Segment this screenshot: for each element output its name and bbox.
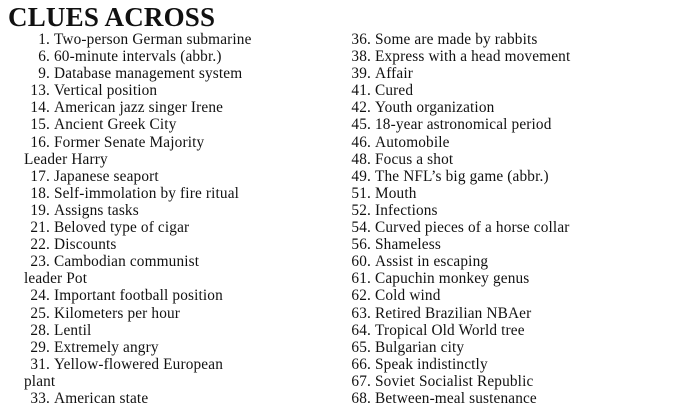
clue-item bbox=[343, 219, 671, 236]
clue-item bbox=[343, 168, 671, 185]
clue-number: 63. bbox=[351, 304, 371, 322]
clue-item bbox=[343, 270, 671, 287]
clue-item bbox=[343, 31, 671, 48]
clue-number: 62. bbox=[351, 287, 371, 305]
clue-number: 16. bbox=[30, 133, 50, 151]
clue-number: 28. bbox=[30, 321, 50, 339]
clue-text: Retired Brazilian NBAer bbox=[375, 304, 532, 322]
clue-number: 46. bbox=[351, 133, 371, 151]
clue-number: 22. bbox=[30, 236, 50, 254]
clue-item bbox=[343, 99, 671, 116]
clue-text: Bulgarian city bbox=[375, 338, 465, 356]
clue-text: Shameless bbox=[375, 236, 441, 254]
clue-item bbox=[24, 202, 342, 219]
clue-number: 51. bbox=[351, 184, 371, 202]
clue-item bbox=[24, 236, 342, 253]
clue-item bbox=[24, 134, 342, 151]
clue-text: American jazz singer Irene bbox=[54, 99, 224, 117]
clue-number: 13. bbox=[30, 82, 50, 100]
clue-number: 39. bbox=[351, 65, 371, 83]
clue-number: 42. bbox=[351, 99, 371, 117]
clue-item bbox=[343, 287, 671, 304]
clue-number: 9. bbox=[38, 65, 50, 83]
clue-text: Database management system bbox=[54, 65, 243, 83]
clue-text: 18-year astronomical period bbox=[375, 116, 552, 134]
clue-item bbox=[24, 185, 342, 202]
clue-item bbox=[24, 65, 342, 82]
clue-text: Mouth bbox=[375, 184, 417, 202]
clue-item bbox=[343, 322, 671, 339]
clue-text: Beloved type of cigar bbox=[54, 219, 190, 237]
clue-item bbox=[343, 134, 671, 151]
clue-text: Vertical position bbox=[54, 82, 158, 100]
clue-text: Cured bbox=[375, 82, 414, 100]
clue-number: 52. bbox=[351, 201, 371, 219]
clue-item bbox=[343, 390, 671, 407]
clue-item bbox=[343, 339, 671, 356]
clue-number: 48. bbox=[351, 150, 371, 168]
clue-text: Curved pieces of a horse collar bbox=[375, 219, 570, 237]
clue-item bbox=[24, 305, 342, 322]
clue-text-continuation: leader Pot bbox=[24, 270, 88, 288]
clue-number: 14. bbox=[30, 99, 50, 117]
clue-text: The NFL’s big game (abbr.) bbox=[375, 167, 549, 185]
clue-number: 49. bbox=[351, 167, 371, 185]
clue-item bbox=[343, 48, 671, 65]
clue-text-continuation: Leader Harry bbox=[24, 150, 108, 168]
clue-text: Between-meal sustenance bbox=[375, 389, 537, 407]
clue-number: 15. bbox=[30, 116, 50, 134]
clue-item bbox=[343, 151, 671, 168]
clue-item bbox=[343, 236, 671, 253]
clue-number: 1. bbox=[38, 31, 50, 48]
clue-text: Former Senate Majority bbox=[54, 133, 205, 151]
clues-column-left bbox=[24, 31, 342, 407]
clue-item bbox=[343, 116, 671, 133]
clue-number: 56. bbox=[351, 236, 371, 254]
clue-number: 45. bbox=[351, 116, 371, 134]
clue-text: Assigns tasks bbox=[54, 201, 139, 219]
clue-item bbox=[24, 99, 342, 116]
clue-item bbox=[24, 322, 342, 339]
clue-item bbox=[24, 339, 342, 356]
clue-text: Infections bbox=[375, 201, 438, 219]
clue-text: 60-minute intervals (abbr.) bbox=[54, 48, 222, 66]
clue-item bbox=[343, 65, 671, 82]
clue-text: Express with a head movement bbox=[375, 48, 571, 66]
clue-text: Youth organization bbox=[375, 99, 495, 117]
clue-number: 29. bbox=[30, 338, 50, 356]
clue-text: Cambodian communist bbox=[54, 253, 200, 271]
clue-number: 6. bbox=[38, 48, 50, 66]
clue-item bbox=[24, 219, 342, 236]
clue-item bbox=[24, 82, 342, 99]
clue-text: Focus a shot bbox=[375, 150, 454, 168]
clue-number: 36. bbox=[351, 31, 371, 48]
clue-number: 23. bbox=[30, 253, 50, 271]
clue-item bbox=[343, 356, 671, 373]
clue-item bbox=[343, 185, 671, 202]
clue-number: 67. bbox=[351, 372, 371, 390]
page-title: CLUES ACROSS bbox=[8, 2, 216, 32]
clue-text-continuation: plant bbox=[24, 372, 56, 390]
clue-text: Yellow-flowered European bbox=[54, 355, 223, 373]
clue-number: 18. bbox=[30, 184, 50, 202]
clue-number: 19. bbox=[30, 201, 50, 219]
clue-text: Kilometers per hour bbox=[54, 304, 181, 322]
clues-column-right bbox=[343, 31, 671, 407]
clue-item bbox=[24, 116, 342, 133]
clue-text: Japanese seaport bbox=[54, 167, 159, 185]
clue-item bbox=[24, 356, 342, 373]
clue-item bbox=[343, 253, 671, 270]
clue-number: 41. bbox=[351, 82, 371, 100]
clue-text: Some are made by rabbits bbox=[375, 31, 538, 48]
clue-number: 66. bbox=[351, 355, 371, 373]
clue-number: 68. bbox=[351, 389, 371, 407]
clue-text: American state bbox=[54, 389, 149, 407]
clue-text: Tropical Old World tree bbox=[375, 321, 525, 339]
clue-text: Soviet Socialist Republic bbox=[375, 372, 534, 390]
clue-item bbox=[343, 373, 671, 390]
clue-text: Assist in escaping bbox=[375, 253, 489, 271]
clue-text: Important football position bbox=[54, 287, 223, 305]
clue-text: Capuchin monkey genus bbox=[375, 270, 530, 288]
clue-item bbox=[24, 48, 342, 65]
clue-text: Cold wind bbox=[375, 287, 441, 305]
clue-item bbox=[24, 253, 342, 270]
clue-text: Automobile bbox=[375, 133, 450, 151]
clue-item bbox=[343, 82, 671, 99]
clue-text: Speak indistinctly bbox=[375, 355, 488, 373]
clue-number: 54. bbox=[351, 219, 371, 237]
clue-number: 31. bbox=[30, 355, 50, 373]
clue-text: Affair bbox=[375, 65, 413, 83]
clue-number: 60. bbox=[351, 253, 371, 271]
clue-number: 33. bbox=[30, 389, 50, 407]
clue-item bbox=[24, 390, 342, 407]
clue-number: 64. bbox=[351, 321, 371, 339]
clue-text: Lentil bbox=[54, 321, 92, 339]
clue-item bbox=[343, 305, 671, 322]
clue-text: Extremely angry bbox=[54, 338, 159, 356]
clue-item bbox=[343, 202, 671, 219]
clue-item bbox=[24, 168, 342, 185]
clue-text: Self-immolation by fire ritual bbox=[54, 184, 240, 202]
clue-number: 21. bbox=[30, 219, 50, 237]
clue-number: 17. bbox=[30, 167, 50, 185]
clue-text: Ancient Greek City bbox=[54, 116, 177, 134]
clue-item bbox=[24, 287, 342, 304]
clue-text: Discounts bbox=[54, 236, 117, 254]
clue-number: 65. bbox=[351, 338, 371, 356]
clue-number: 61. bbox=[351, 270, 371, 288]
clue-text: Two-person German submarine bbox=[54, 31, 252, 48]
clue-number: 25. bbox=[30, 304, 50, 322]
clue-number: 24. bbox=[30, 287, 50, 305]
clue-item bbox=[24, 31, 342, 48]
clue-number: 38. bbox=[351, 48, 371, 66]
